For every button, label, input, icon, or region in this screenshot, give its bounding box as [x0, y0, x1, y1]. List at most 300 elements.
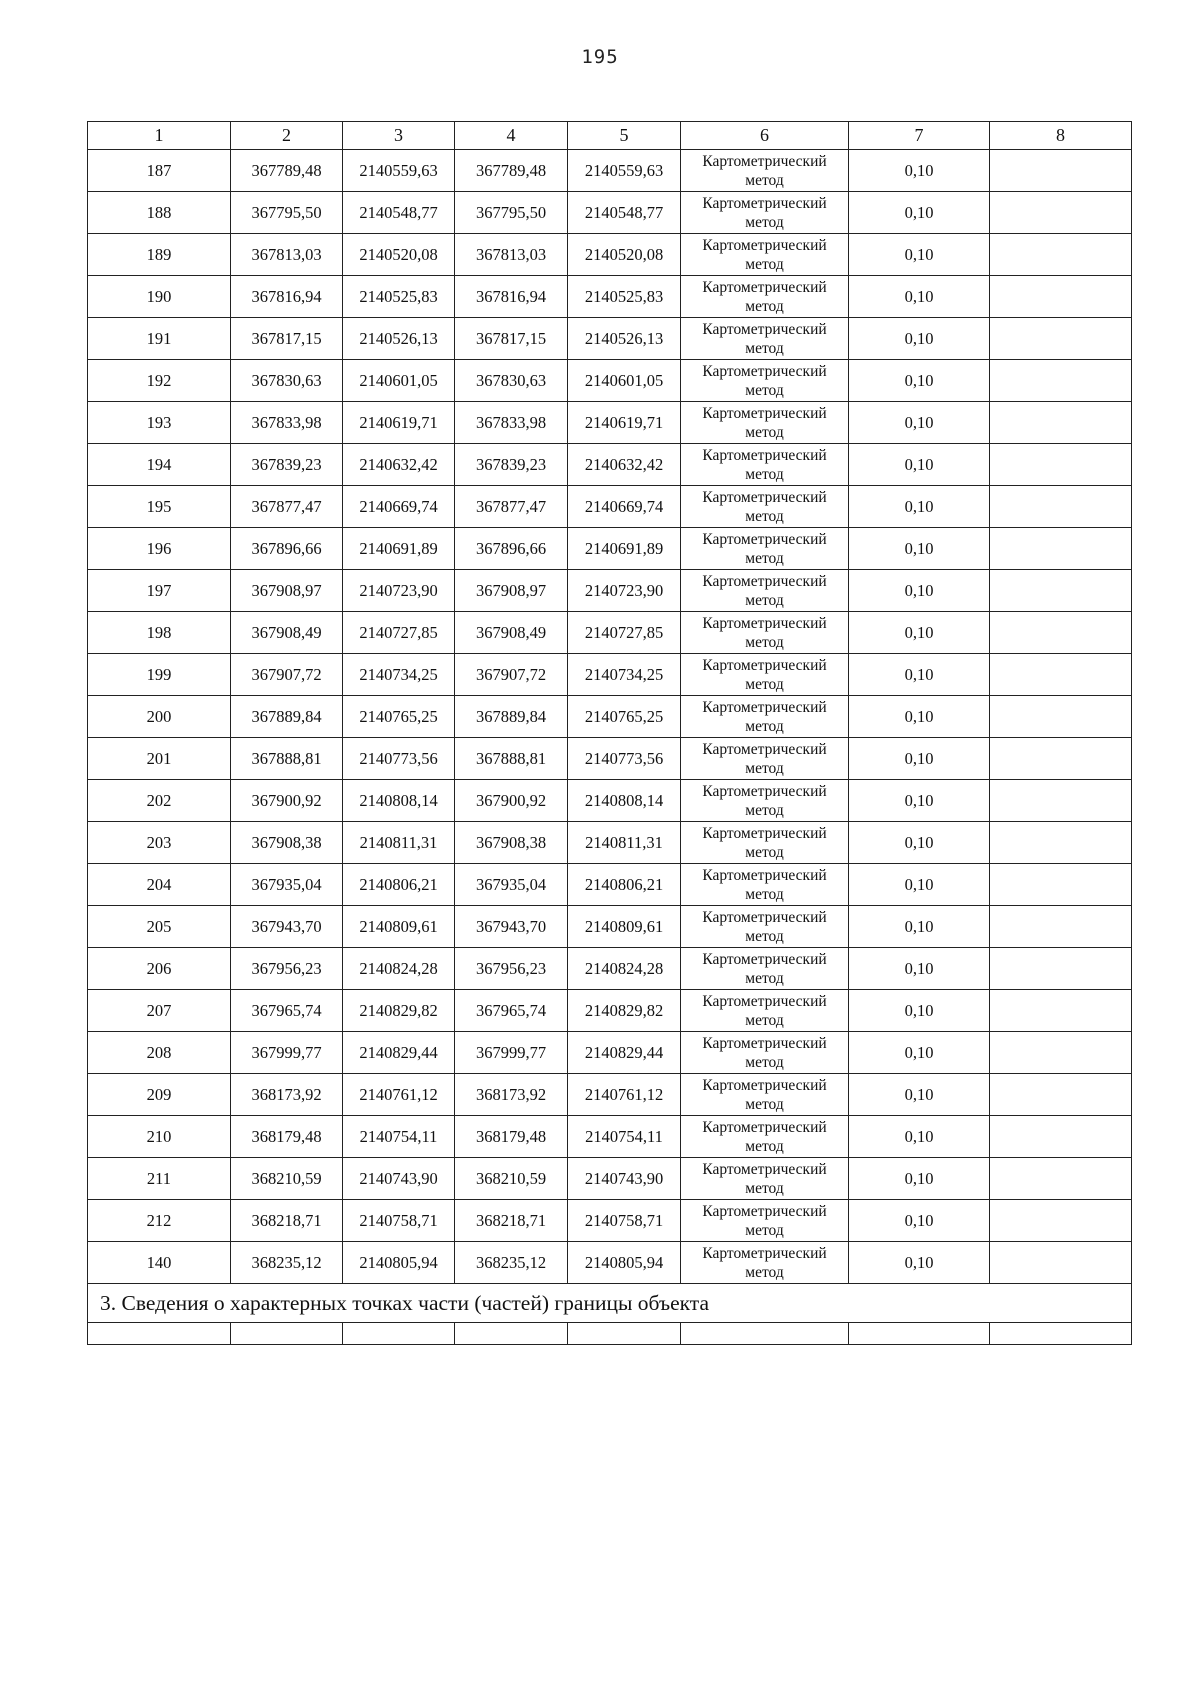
x-new-cell: 367943,70 [455, 906, 568, 948]
method-line-2: метод [745, 1263, 784, 1281]
y-existing-cell: 2140548,77 [343, 192, 455, 234]
column-header: 3 [343, 122, 455, 150]
point-number-cell: 210 [88, 1116, 231, 1158]
method-line-1: Картометрический [702, 782, 827, 800]
note-cell [990, 864, 1132, 906]
y-existing-cell: 2140824,28 [343, 948, 455, 990]
note-cell [990, 1242, 1132, 1284]
x-existing-cell: 368173,92 [231, 1074, 343, 1116]
y-existing-cell: 2140765,25 [343, 696, 455, 738]
y-new-cell: 2140765,25 [568, 696, 681, 738]
method-line-2: метод [745, 507, 784, 525]
table-row [88, 864, 1132, 906]
method-cell [681, 570, 849, 612]
y-existing-cell: 2140773,56 [343, 738, 455, 780]
empty-row [88, 1323, 1132, 1345]
method-cell [681, 528, 849, 570]
method-cell [681, 360, 849, 402]
table-row [88, 402, 1132, 444]
note-cell [990, 360, 1132, 402]
point-number-cell: 204 [88, 864, 231, 906]
method-line-1: Картометрический [702, 740, 827, 758]
method-line-2: метод [745, 969, 784, 987]
method-line-1: Картометрический [702, 194, 827, 212]
column-header: 1 [88, 122, 231, 150]
x-existing-cell: 367789,48 [231, 150, 343, 192]
point-number-cell: 190 [88, 276, 231, 318]
empty-cell [990, 1323, 1132, 1345]
accuracy-cell: 0,10 [849, 1032, 990, 1074]
x-new-cell: 367839,23 [455, 444, 568, 486]
x-existing-cell: 367896,66 [231, 528, 343, 570]
note-cell [990, 486, 1132, 528]
note-cell [990, 990, 1132, 1032]
method-line-2: метод [745, 675, 784, 693]
y-new-cell: 2140723,90 [568, 570, 681, 612]
method-cell [681, 696, 849, 738]
table-row [88, 486, 1132, 528]
y-existing-cell: 2140811,31 [343, 822, 455, 864]
point-number-cell: 140 [88, 1242, 231, 1284]
accuracy-cell: 0,10 [849, 528, 990, 570]
x-existing-cell: 367816,94 [231, 276, 343, 318]
table-row [88, 654, 1132, 696]
x-new-cell: 367816,94 [455, 276, 568, 318]
point-number-cell: 205 [88, 906, 231, 948]
x-new-cell: 367889,84 [455, 696, 568, 738]
x-new-cell: 367888,81 [455, 738, 568, 780]
note-cell [990, 906, 1132, 948]
x-new-cell: 367817,15 [455, 318, 568, 360]
x-new-cell: 368235,12 [455, 1242, 568, 1284]
method-line-2: метод [745, 1053, 784, 1071]
x-new-cell: 367935,04 [455, 864, 568, 906]
accuracy-cell: 0,10 [849, 234, 990, 276]
method-line-2: метод [745, 843, 784, 861]
accuracy-cell: 0,10 [849, 150, 990, 192]
method-line-2: метод [745, 759, 784, 777]
method-line-1: Картометрический [702, 1202, 827, 1220]
y-new-cell: 2140811,31 [568, 822, 681, 864]
method-cell [681, 444, 849, 486]
note-cell [990, 1116, 1132, 1158]
x-new-cell: 367813,03 [455, 234, 568, 276]
x-existing-cell: 367908,49 [231, 612, 343, 654]
x-new-cell: 367907,72 [455, 654, 568, 696]
x-new-cell: 367900,92 [455, 780, 568, 822]
x-existing-cell: 367817,15 [231, 318, 343, 360]
method-line-1: Картометрический [702, 1160, 827, 1178]
method-line-1: Картометрический [702, 1076, 827, 1094]
method-cell [681, 1074, 849, 1116]
page-number: 195 [581, 46, 619, 68]
x-new-cell: 367896,66 [455, 528, 568, 570]
point-number-cell: 211 [88, 1158, 231, 1200]
x-existing-cell: 368218,71 [231, 1200, 343, 1242]
point-number-cell: 197 [88, 570, 231, 612]
point-number-cell: 200 [88, 696, 231, 738]
accuracy-cell: 0,10 [849, 1200, 990, 1242]
y-new-cell: 2140727,85 [568, 612, 681, 654]
method-line-2: метод [745, 1221, 784, 1239]
note-cell [990, 318, 1132, 360]
accuracy-cell: 0,10 [849, 192, 990, 234]
method-cell [681, 612, 849, 654]
method-line-1: Картометрический [702, 908, 827, 926]
x-new-cell: 367956,23 [455, 948, 568, 990]
point-number-cell: 196 [88, 528, 231, 570]
column-header: 7 [849, 122, 990, 150]
y-existing-cell: 2140525,83 [343, 276, 455, 318]
y-new-cell: 2140691,89 [568, 528, 681, 570]
y-new-cell: 2140806,21 [568, 864, 681, 906]
y-new-cell: 2140520,08 [568, 234, 681, 276]
y-new-cell: 2140829,82 [568, 990, 681, 1032]
point-number-cell: 201 [88, 738, 231, 780]
note-cell [990, 444, 1132, 486]
x-new-cell: 367908,97 [455, 570, 568, 612]
method-line-1: Картометрический [702, 530, 827, 548]
section-title: 3. Сведения о характерных точках части (частей) границы объекта [88, 1284, 1132, 1323]
y-new-cell: 2140743,90 [568, 1158, 681, 1200]
y-existing-cell: 2140806,21 [343, 864, 455, 906]
accuracy-cell: 0,10 [849, 990, 990, 1032]
x-new-cell: 367965,74 [455, 990, 568, 1032]
accuracy-cell: 0,10 [849, 1074, 990, 1116]
x-new-cell: 368179,48 [455, 1116, 568, 1158]
y-new-cell: 2140754,11 [568, 1116, 681, 1158]
section-title-row [88, 1284, 1132, 1323]
method-line-2: метод [745, 171, 784, 189]
table-row [88, 1116, 1132, 1158]
method-line-2: метод [745, 591, 784, 609]
method-line-1: Картометрический [702, 152, 827, 170]
note-cell [990, 780, 1132, 822]
note-cell [990, 738, 1132, 780]
y-existing-cell: 2140632,42 [343, 444, 455, 486]
table-row [88, 1074, 1132, 1116]
method-line-1: Картометрический [702, 320, 827, 338]
table-row [88, 612, 1132, 654]
method-line-1: Картометрический [702, 698, 827, 716]
method-cell [681, 1032, 849, 1074]
note-cell [990, 654, 1132, 696]
method-cell [681, 402, 849, 444]
accuracy-cell: 0,10 [849, 612, 990, 654]
method-line-2: метод [745, 633, 784, 651]
y-new-cell: 2140809,61 [568, 906, 681, 948]
method-cell [681, 864, 849, 906]
x-existing-cell: 367943,70 [231, 906, 343, 948]
method-line-2: метод [745, 381, 784, 399]
point-number-cell: 189 [88, 234, 231, 276]
table-body [88, 150, 1132, 1345]
note-cell [990, 822, 1132, 864]
y-new-cell: 2140632,42 [568, 444, 681, 486]
table-row [88, 570, 1132, 612]
method-cell [681, 234, 849, 276]
y-existing-cell: 2140829,82 [343, 990, 455, 1032]
note-cell [990, 192, 1132, 234]
table-row [88, 990, 1132, 1032]
x-new-cell: 367795,50 [455, 192, 568, 234]
y-new-cell: 2140824,28 [568, 948, 681, 990]
accuracy-cell: 0,10 [849, 402, 990, 444]
note-cell [990, 402, 1132, 444]
x-existing-cell: 367830,63 [231, 360, 343, 402]
method-cell [681, 822, 849, 864]
method-line-2: метод [745, 1137, 784, 1155]
y-existing-cell: 2140761,12 [343, 1074, 455, 1116]
y-new-cell: 2140526,13 [568, 318, 681, 360]
note-cell [990, 1074, 1132, 1116]
y-existing-cell: 2140727,85 [343, 612, 455, 654]
method-cell [681, 1158, 849, 1200]
column-header: 6 [681, 122, 849, 150]
method-line-2: метод [745, 465, 784, 483]
x-existing-cell: 367888,81 [231, 738, 343, 780]
column-header: 2 [231, 122, 343, 150]
accuracy-cell: 0,10 [849, 696, 990, 738]
point-number-cell: 191 [88, 318, 231, 360]
y-existing-cell: 2140829,44 [343, 1032, 455, 1074]
method-cell [681, 150, 849, 192]
method-line-1: Картометрический [702, 1118, 827, 1136]
note-cell [990, 1200, 1132, 1242]
method-line-1: Картометрический [702, 614, 827, 632]
table-row [88, 192, 1132, 234]
method-cell [681, 192, 849, 234]
method-cell [681, 1200, 849, 1242]
y-new-cell: 2140669,74 [568, 486, 681, 528]
method-line-1: Картометрический [702, 362, 827, 380]
method-line-1: Картометрический [702, 446, 827, 464]
y-existing-cell: 2140691,89 [343, 528, 455, 570]
x-existing-cell: 367908,38 [231, 822, 343, 864]
point-number-cell: 187 [88, 150, 231, 192]
x-new-cell: 367877,47 [455, 486, 568, 528]
accuracy-cell: 0,10 [849, 486, 990, 528]
method-line-1: Картометрический [702, 866, 827, 884]
table-row [88, 780, 1132, 822]
accuracy-cell: 0,10 [849, 570, 990, 612]
method-cell [681, 948, 849, 990]
x-new-cell: 367830,63 [455, 360, 568, 402]
x-existing-cell: 368210,59 [231, 1158, 343, 1200]
method-line-1: Картометрический [702, 1244, 827, 1262]
note-cell [990, 570, 1132, 612]
x-new-cell: 368210,59 [455, 1158, 568, 1200]
point-number-cell: 203 [88, 822, 231, 864]
x-existing-cell: 367956,23 [231, 948, 343, 990]
note-cell [990, 1032, 1132, 1074]
x-existing-cell: 367813,03 [231, 234, 343, 276]
y-existing-cell: 2140520,08 [343, 234, 455, 276]
note-cell [990, 696, 1132, 738]
x-existing-cell: 367795,50 [231, 192, 343, 234]
empty-cell [681, 1323, 849, 1345]
point-number-cell: 207 [88, 990, 231, 1032]
table-row [88, 696, 1132, 738]
accuracy-cell: 0,10 [849, 864, 990, 906]
table-row [88, 1242, 1132, 1284]
method-line-2: метод [745, 549, 784, 567]
table-row [88, 276, 1132, 318]
x-existing-cell: 367900,92 [231, 780, 343, 822]
table-row [88, 528, 1132, 570]
point-number-cell: 208 [88, 1032, 231, 1074]
table-row [88, 1032, 1132, 1074]
accuracy-cell: 0,10 [849, 780, 990, 822]
x-existing-cell: 367965,74 [231, 990, 343, 1032]
table-row [88, 906, 1132, 948]
point-number-cell: 209 [88, 1074, 231, 1116]
table-row [88, 444, 1132, 486]
table-row [88, 948, 1132, 990]
accuracy-cell: 0,10 [849, 822, 990, 864]
point-number-cell: 198 [88, 612, 231, 654]
y-new-cell: 2140601,05 [568, 360, 681, 402]
method-line-2: метод [745, 1095, 784, 1113]
method-cell [681, 1116, 849, 1158]
y-existing-cell: 2140723,90 [343, 570, 455, 612]
note-cell [990, 528, 1132, 570]
accuracy-cell: 0,10 [849, 1242, 990, 1284]
table-header-row [88, 122, 1132, 150]
y-existing-cell: 2140758,71 [343, 1200, 455, 1242]
note-cell [990, 948, 1132, 990]
point-number-cell: 194 [88, 444, 231, 486]
x-existing-cell: 367907,72 [231, 654, 343, 696]
method-line-2: метод [745, 423, 784, 441]
y-new-cell: 2140734,25 [568, 654, 681, 696]
method-line-2: метод [745, 717, 784, 735]
y-new-cell: 2140805,94 [568, 1242, 681, 1284]
note-cell [990, 234, 1132, 276]
point-number-cell: 195 [88, 486, 231, 528]
table-row [88, 234, 1132, 276]
x-existing-cell: 367839,23 [231, 444, 343, 486]
method-line-2: метод [745, 1011, 784, 1029]
y-existing-cell: 2140669,74 [343, 486, 455, 528]
y-existing-cell: 2140808,14 [343, 780, 455, 822]
method-line-1: Картометрический [702, 404, 827, 422]
x-existing-cell: 368235,12 [231, 1242, 343, 1284]
y-existing-cell: 2140601,05 [343, 360, 455, 402]
y-existing-cell: 2140809,61 [343, 906, 455, 948]
empty-cell [88, 1323, 231, 1345]
method-line-1: Картометрический [702, 278, 827, 296]
x-new-cell: 367789,48 [455, 150, 568, 192]
method-cell [681, 276, 849, 318]
empty-cell [231, 1323, 343, 1345]
method-line-1: Картометрический [702, 824, 827, 842]
x-existing-cell: 367999,77 [231, 1032, 343, 1074]
empty-cell [343, 1323, 455, 1345]
method-cell [681, 906, 849, 948]
point-number-cell: 202 [88, 780, 231, 822]
method-cell [681, 486, 849, 528]
accuracy-cell: 0,10 [849, 276, 990, 318]
x-existing-cell: 367877,47 [231, 486, 343, 528]
method-cell [681, 738, 849, 780]
method-line-1: Картометрический [702, 950, 827, 968]
y-new-cell: 2140829,44 [568, 1032, 681, 1074]
y-new-cell: 2140773,56 [568, 738, 681, 780]
y-new-cell: 2140761,12 [568, 1074, 681, 1116]
method-line-2: метод [745, 1179, 784, 1197]
accuracy-cell: 0,10 [849, 1116, 990, 1158]
y-existing-cell: 2140805,94 [343, 1242, 455, 1284]
method-cell [681, 654, 849, 696]
column-header: 4 [455, 122, 568, 150]
method-cell [681, 990, 849, 1032]
method-line-1: Картометрический [702, 236, 827, 254]
point-number-cell: 188 [88, 192, 231, 234]
method-line-2: метод [745, 927, 784, 945]
column-header: 8 [990, 122, 1132, 150]
y-existing-cell: 2140619,71 [343, 402, 455, 444]
accuracy-cell: 0,10 [849, 318, 990, 360]
coordinates-table [87, 121, 1132, 1345]
empty-cell [849, 1323, 990, 1345]
method-cell [681, 1242, 849, 1284]
accuracy-cell: 0,10 [849, 1158, 990, 1200]
x-existing-cell: 367908,97 [231, 570, 343, 612]
y-new-cell: 2140808,14 [568, 780, 681, 822]
method-line-1: Картометрический [702, 656, 827, 674]
x-existing-cell: 368179,48 [231, 1116, 343, 1158]
y-new-cell: 2140758,71 [568, 1200, 681, 1242]
point-number-cell: 192 [88, 360, 231, 402]
method-line-1: Картометрический [702, 1034, 827, 1052]
method-line-2: метод [745, 255, 784, 273]
accuracy-cell: 0,10 [849, 444, 990, 486]
y-new-cell: 2140619,71 [568, 402, 681, 444]
note-cell [990, 612, 1132, 654]
table-row [88, 1158, 1132, 1200]
point-number-cell: 206 [88, 948, 231, 990]
x-new-cell: 367908,49 [455, 612, 568, 654]
y-existing-cell: 2140526,13 [343, 318, 455, 360]
column-header: 5 [568, 122, 681, 150]
table-row [88, 360, 1132, 402]
x-new-cell: 368218,71 [455, 1200, 568, 1242]
x-existing-cell: 367935,04 [231, 864, 343, 906]
method-cell [681, 780, 849, 822]
note-cell [990, 150, 1132, 192]
method-line-2: метод [745, 213, 784, 231]
empty-cell [568, 1323, 681, 1345]
x-new-cell: 367999,77 [455, 1032, 568, 1074]
accuracy-cell: 0,10 [849, 654, 990, 696]
method-line-2: метод [745, 801, 784, 819]
x-new-cell: 367908,38 [455, 822, 568, 864]
method-line-1: Картометрический [702, 992, 827, 1010]
method-cell [681, 318, 849, 360]
y-existing-cell: 2140559,63 [343, 150, 455, 192]
table-row [88, 1200, 1132, 1242]
table-row [88, 822, 1132, 864]
accuracy-cell: 0,10 [849, 948, 990, 990]
table-row [88, 318, 1132, 360]
x-existing-cell: 367833,98 [231, 402, 343, 444]
y-new-cell: 2140559,63 [568, 150, 681, 192]
y-new-cell: 2140525,83 [568, 276, 681, 318]
method-line-1: Картометрический [702, 488, 827, 506]
y-existing-cell: 2140754,11 [343, 1116, 455, 1158]
x-existing-cell: 367889,84 [231, 696, 343, 738]
